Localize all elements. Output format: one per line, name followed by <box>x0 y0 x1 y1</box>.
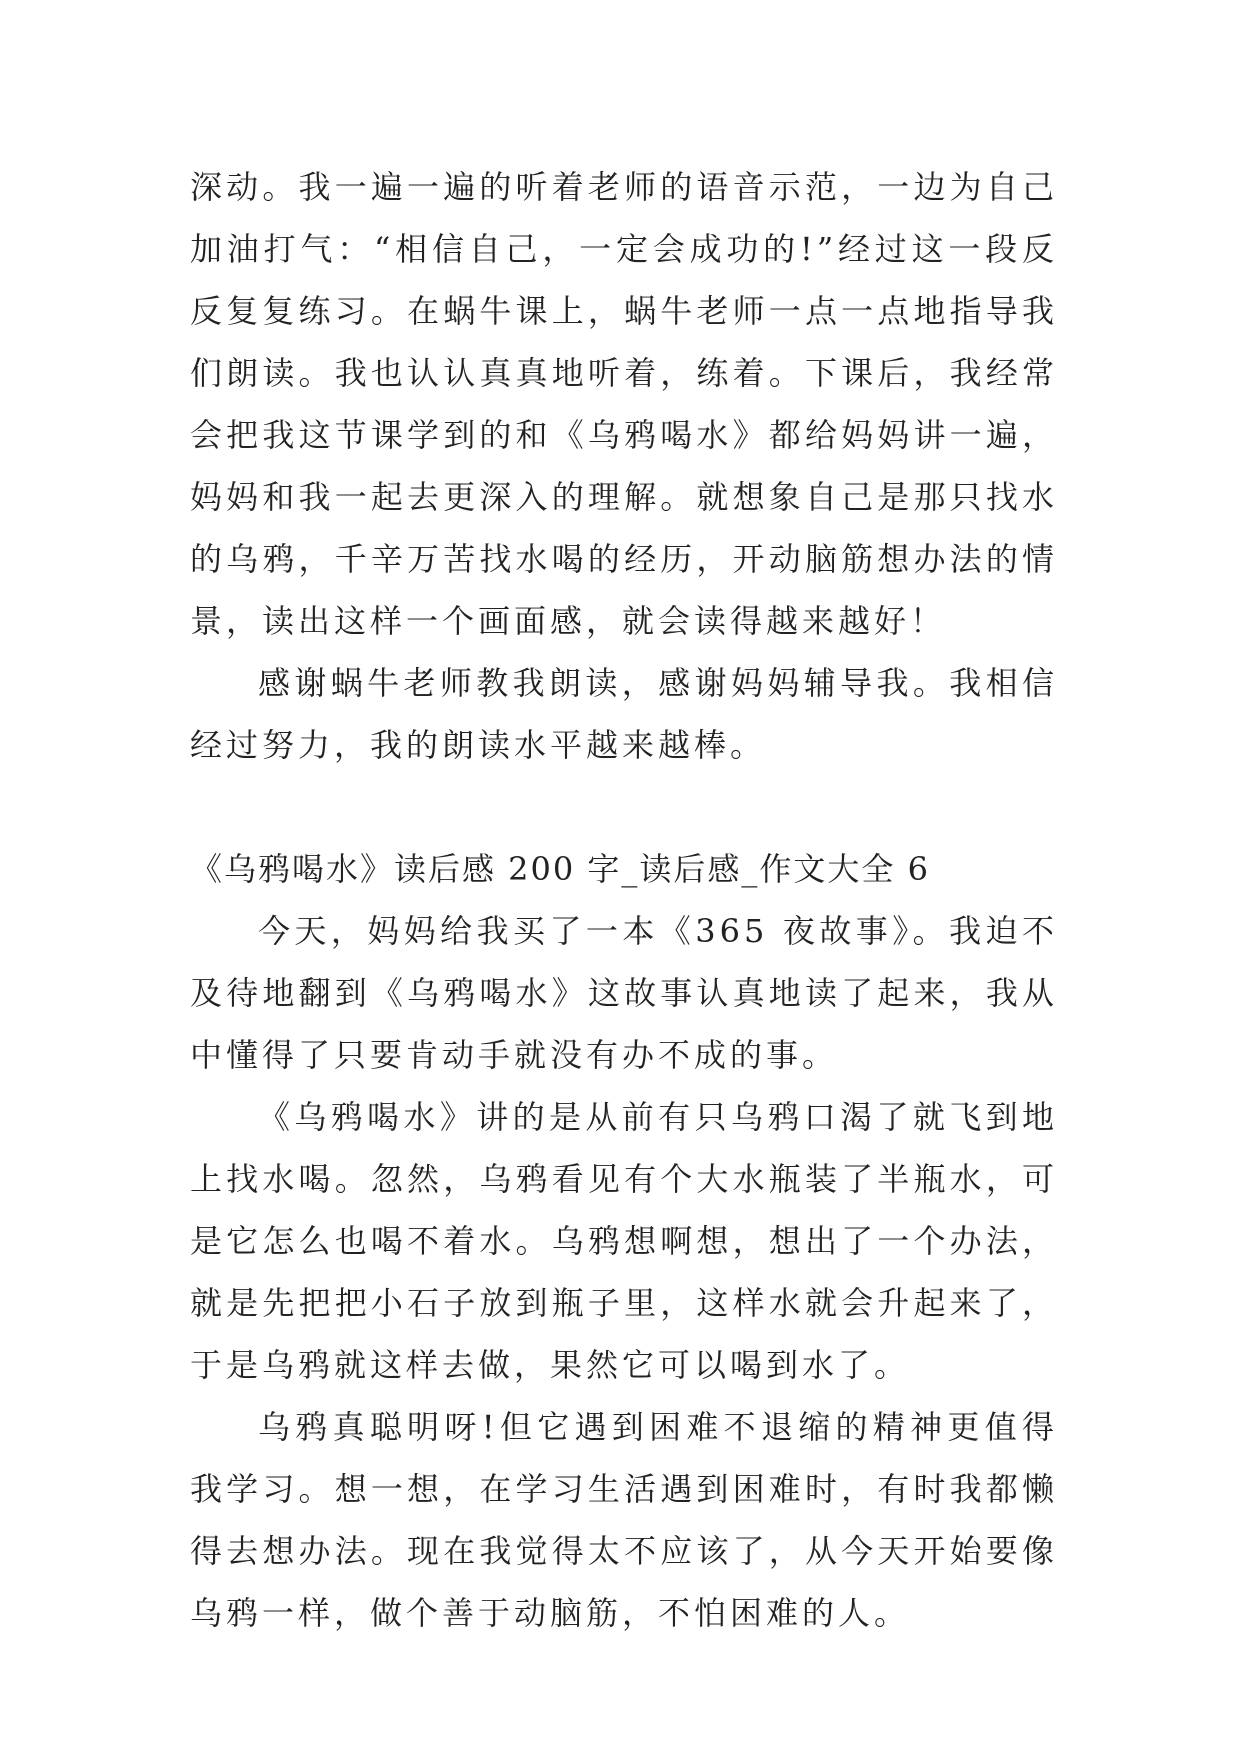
paragraph-story: 《乌鸦喝水》讲的是从前有只乌鸦口渴了就飞到地上找水喝。忽然，乌鸦看见有个大水瓶装了半瓶水，可是它怎么也喝不着水。乌鸦想啊想，想出了一个办法，就是先把把小石子放到瓶子里，这样水就会升起来了，于是乌鸦就这样去做，果然它可以喝到水了。 <box>190 1098 1058 1384</box>
paragraph-intro: 今天，妈妈给我买了一本《365 夜故事》。我迫不及待地翻到《乌鸦喝水》这故事认真地读了起来，我从中懂得了只要肯动手就没有办不成的事。 <box>190 912 1058 1074</box>
paragraph-thanks: 感谢蜗牛老师教我朗读，感谢妈妈辅导我。我相信经过努力，我的朗读水平越来越棒。 <box>190 664 1058 764</box>
document-body <box>190 156 1058 1644</box>
section-title: 《乌鸦喝水》读后感 200 字_读后感_作文大全 6 <box>190 850 930 888</box>
paragraph-continuation: 深动。我一遍一遍的听着老师的语音示范，一边为自己加油打气：“相信自己，一定会成功的!”经过这一段反反复复练习。在蜗牛课上，蜗牛老师一点一点地指导我们朗读。我也认认真真地听着，练着。下课后，我经常会把我这节课学到的和《乌鸦喝水》都给妈妈讲一遍，妈妈和我一起去更深入的理解。就想象自己是那只找水的乌鸦，千辛万苦找水喝的经历，开动脑筋想办法的情景，读出这样一个画面感，就会读得越来越好！ <box>190 168 1058 640</box>
paragraph-reflection: 乌鸦真聪明呀!但它遇到困难不退缩的精神更值得我学习。想一想，在学习生活遇到困难时，有时我都懒得去想办法。现在我觉得太不应该了，从今天开始要像乌鸦一样，做个善于动脑筋，不怕困难的人。 <box>190 1408 1058 1632</box>
